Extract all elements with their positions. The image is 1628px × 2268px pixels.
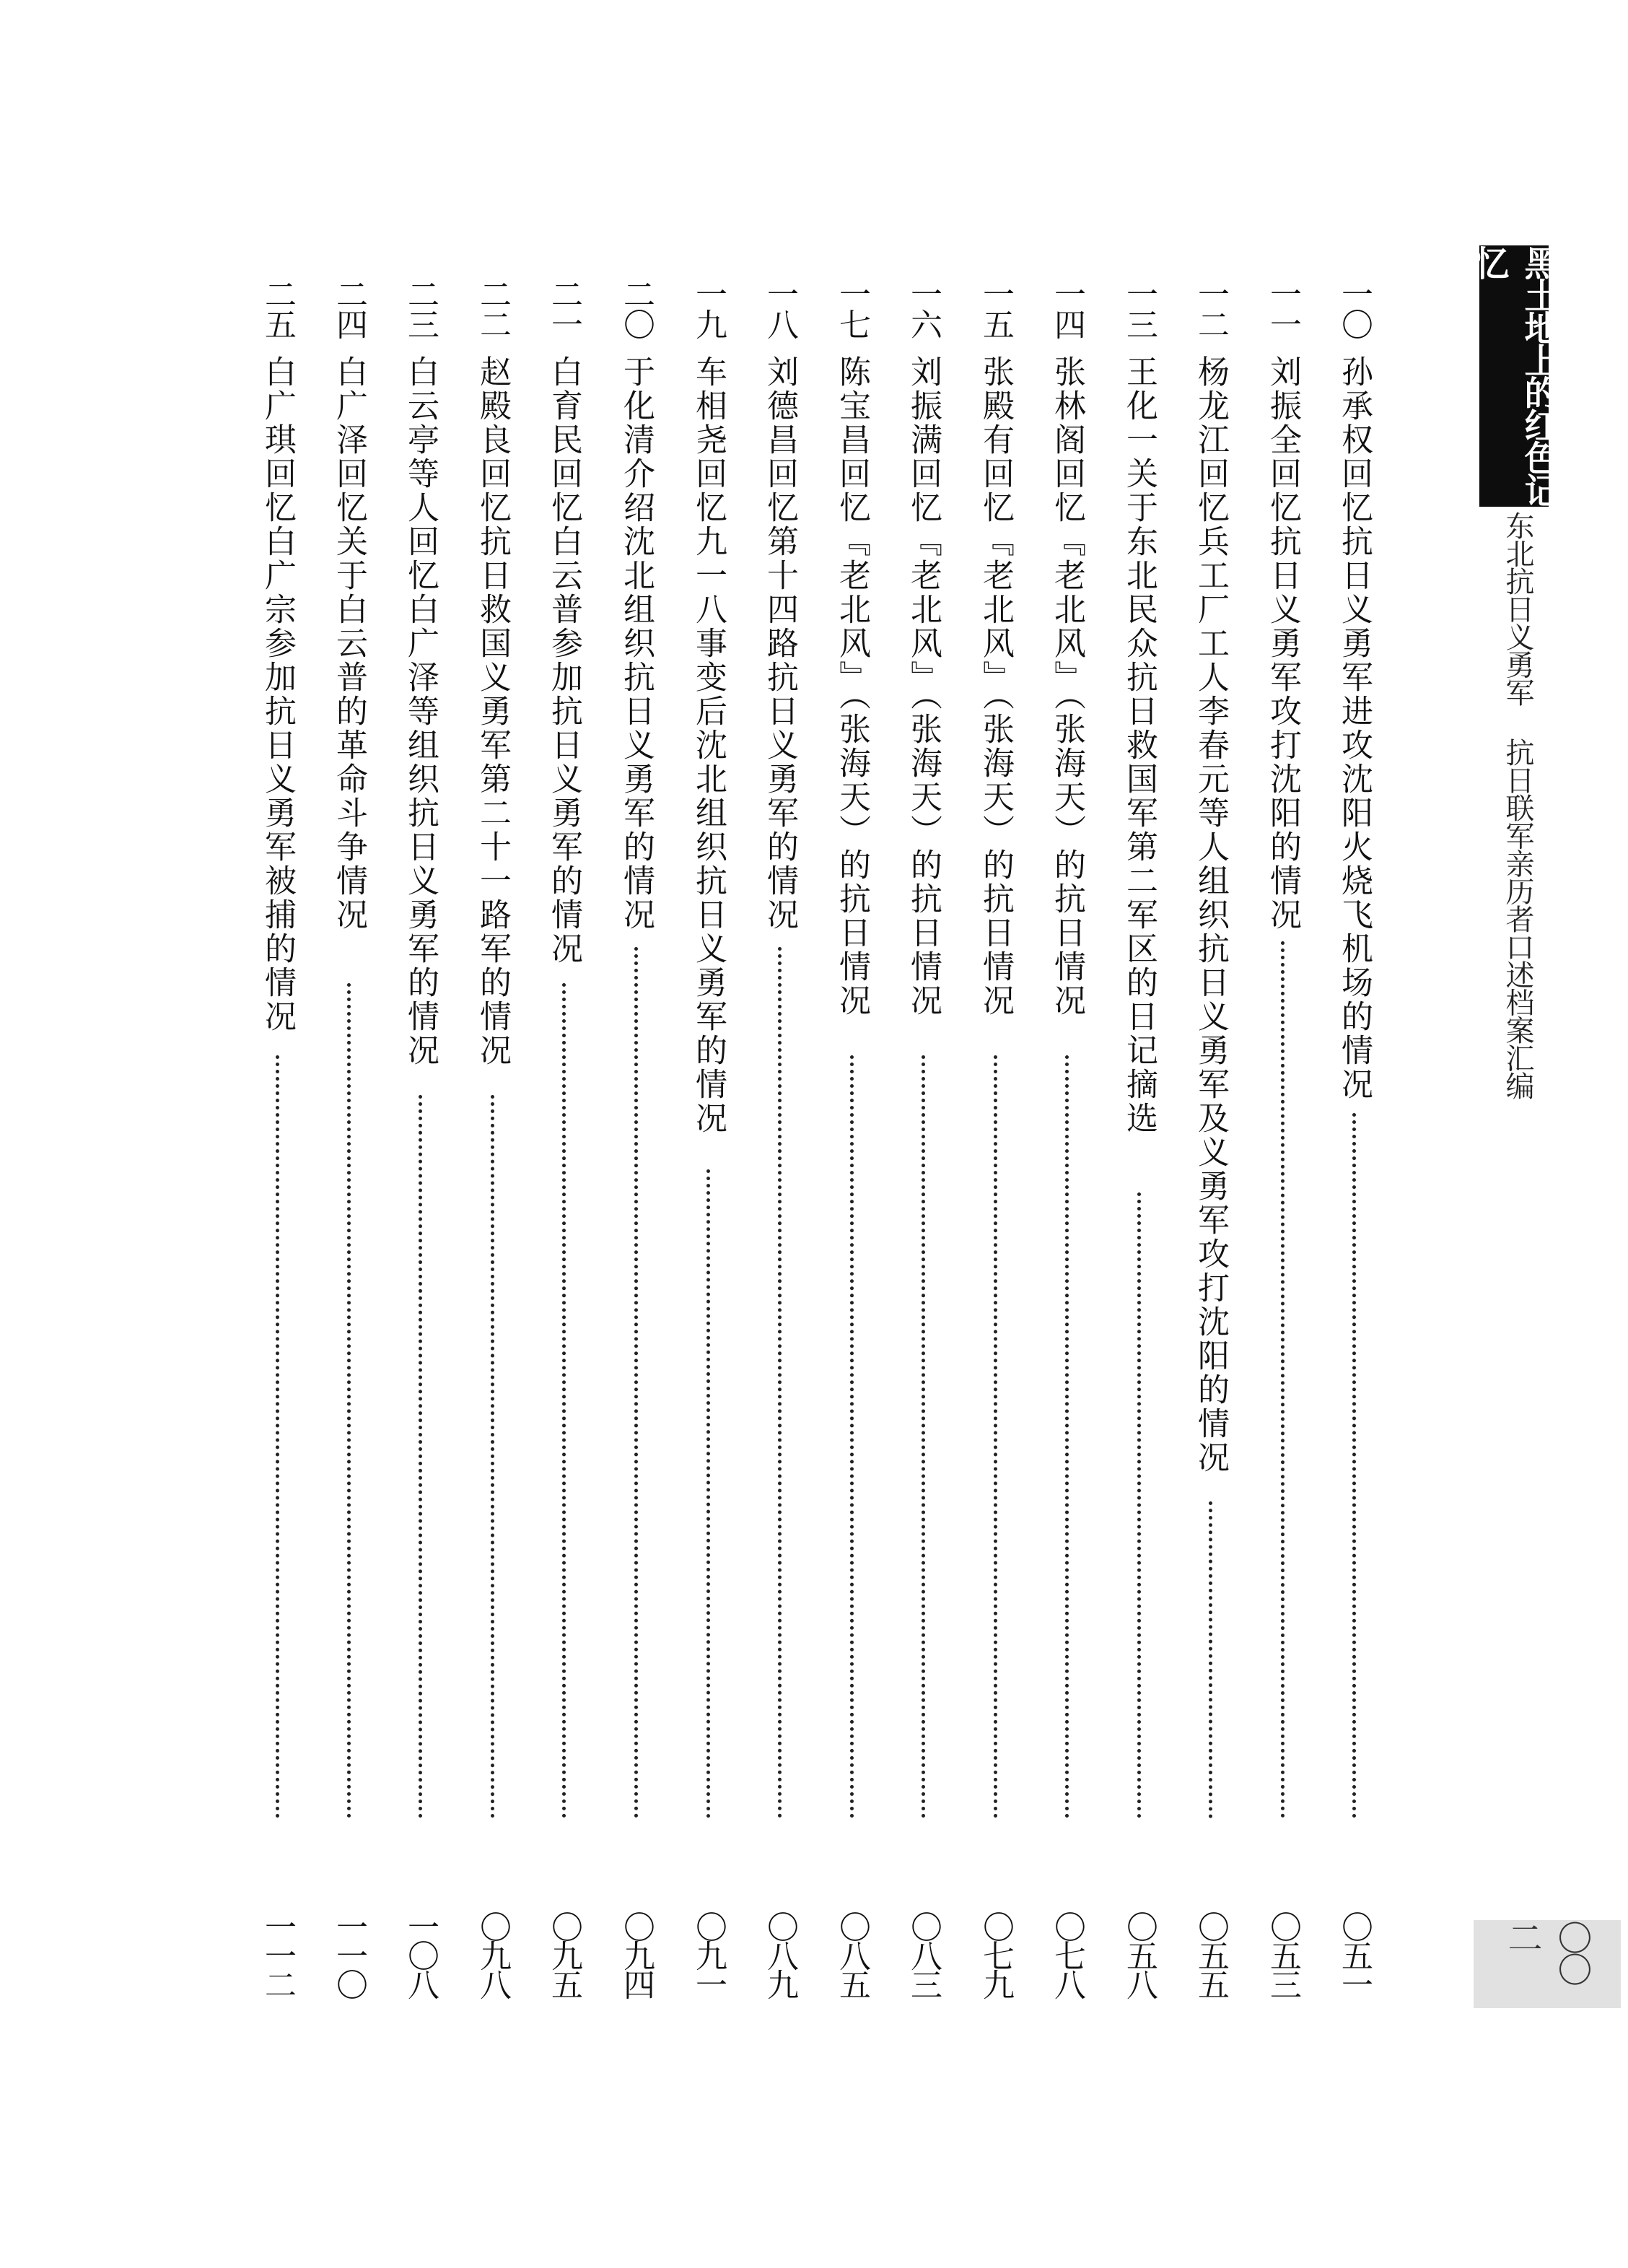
leader-dots [922,1055,925,1818]
leader-dots [1352,1113,1356,1818]
entry-page: 〇九八 [474,1911,511,1997]
entry-page: 〇五五 [1192,1911,1229,1997]
entry-title: 陈宝昌回忆『老北风』（张海天）的抗日情况 [833,355,870,1018]
entry-number: 二二 [474,278,511,339]
toc-entry[interactable] [458,261,527,2008]
entry-page: 〇八三 [905,1911,942,1997]
toc-entry[interactable] [1319,261,1388,2008]
entry-number: 一三 [1121,278,1157,339]
toc-entry[interactable] [601,261,670,2008]
entry-number: 二五 [259,278,296,339]
toc-entry[interactable] [1248,261,1317,2008]
book-title: 黑土地上的红色记忆 [1469,245,1559,505]
entry-title: 车相尧回忆九一八事变后沈北组织抗日义勇军的情况 [690,355,727,1135]
entry-title: 杨龙江回忆兵工厂工人李春元等人组织抗日义勇军及义勇军攻打沈阳的情况 [1192,355,1229,1475]
entry-number: 二四 [331,278,367,339]
entry-number: 一四 [1049,278,1085,339]
entry-number: 一六 [905,278,942,339]
toc-entry[interactable] [745,261,814,2008]
entry-number: 二一 [546,278,582,339]
entry-number: 一二 [1192,278,1229,339]
entry-title: 白广琪回忆白广宗参加抗日义勇军被捕的情况 [259,355,296,1034]
entry-page: 〇七八 [1049,1911,1085,1997]
entry-title: 白广泽回忆关于白云普的革命斗争情况 [331,355,367,932]
entry-title: 白育民回忆白云普参加抗日义勇军的情况 [546,355,582,966]
entry-title: 刘振全回忆抗日义勇军攻打沈阳的情况 [1264,355,1301,932]
entry-page: 〇七九 [977,1911,1014,1997]
leader-dots [1281,941,1285,1818]
entry-page: 〇五一 [1336,1911,1373,1997]
toc-entry[interactable] [242,261,312,2008]
leader-dots [850,1055,854,1818]
leader-dots [634,947,638,1818]
toc-entry[interactable] [529,261,598,2008]
entry-number: 一九 [690,278,727,339]
leader-dots [347,983,351,1818]
entry-number: 一一 [1264,278,1301,339]
entry-number: 二三 [402,278,439,339]
entry-page: 〇九五 [546,1911,582,1997]
leader-dots [994,1055,997,1818]
entry-number: 二〇 [618,278,655,339]
entry-page: 〇九一 [690,1911,727,1997]
entry-title: 张林阁回忆『老北风』（张海天）的抗日情况 [1049,355,1085,1018]
entry-title: 赵殿良回忆抗日救国义勇军第二十一路军的情况 [474,355,511,1068]
entry-page: 一一〇 [331,1911,367,1997]
entry-title: 王化一关于东北民众抗日救国军第二军区的日记摘选 [1121,355,1157,1135]
toc-entry[interactable] [1176,261,1245,2008]
entry-title: 刘振满回忆『老北风』（张海天）的抗日情况 [905,355,942,1018]
toc-entry[interactable] [314,261,383,2008]
entry-page: 〇九四 [618,1911,655,1997]
toc-entry[interactable] [888,261,958,2008]
entry-number: 一五 [977,278,1014,339]
leader-dots [1065,1055,1069,1818]
entry-page: 一〇八 [402,1911,439,1997]
entry-page: 〇五三 [1264,1911,1301,1997]
entry-number: 一七 [833,278,870,339]
toc-entry[interactable] [1032,261,1101,2008]
toc-entry[interactable] [385,261,455,2008]
leader-dots [419,1095,422,1818]
entry-title: 白云亭等人回忆白广泽等组织抗日义勇军的情况 [402,355,439,1068]
page-number: 〇〇二 [1474,1920,1621,2008]
entry-page: 〇五八 [1121,1911,1157,1997]
leader-dots [706,1169,710,1818]
toc-entry[interactable] [1104,261,1173,2008]
entry-title: 于化清介绍沈北组织抗日义勇军的情况 [618,355,655,932]
entry-page: 〇八九 [761,1911,798,1997]
leader-dots [1137,1192,1141,1818]
entry-page: 〇八五 [833,1911,870,1997]
entry-title: 刘德昌回忆第十四路抗日义勇军的情况 [761,355,798,932]
toc-entry[interactable] [960,261,1030,2008]
toc-entry[interactable] [817,261,886,2008]
entry-page: 一一二 [259,1911,296,1997]
entry-number: 一〇 [1336,278,1373,339]
entry-title: 张殿有回忆『老北风』（张海天）的抗日情况 [977,355,1014,1018]
entry-number: 一八 [761,278,798,339]
leader-dots [778,947,782,1818]
entry-title: 孙承权回忆抗日义勇军进攻沈阳火烧飞机场的情况 [1336,355,1373,1102]
book-subtitle: 东北抗日义勇军 抗日联军亲历者口述档案汇编 [1501,511,1534,1099]
leader-dots [562,983,566,1818]
toc-entry[interactable] [673,261,743,2008]
leader-dots [1209,1501,1212,1818]
leader-dots [491,1095,494,1818]
leader-dots [276,1055,279,1818]
